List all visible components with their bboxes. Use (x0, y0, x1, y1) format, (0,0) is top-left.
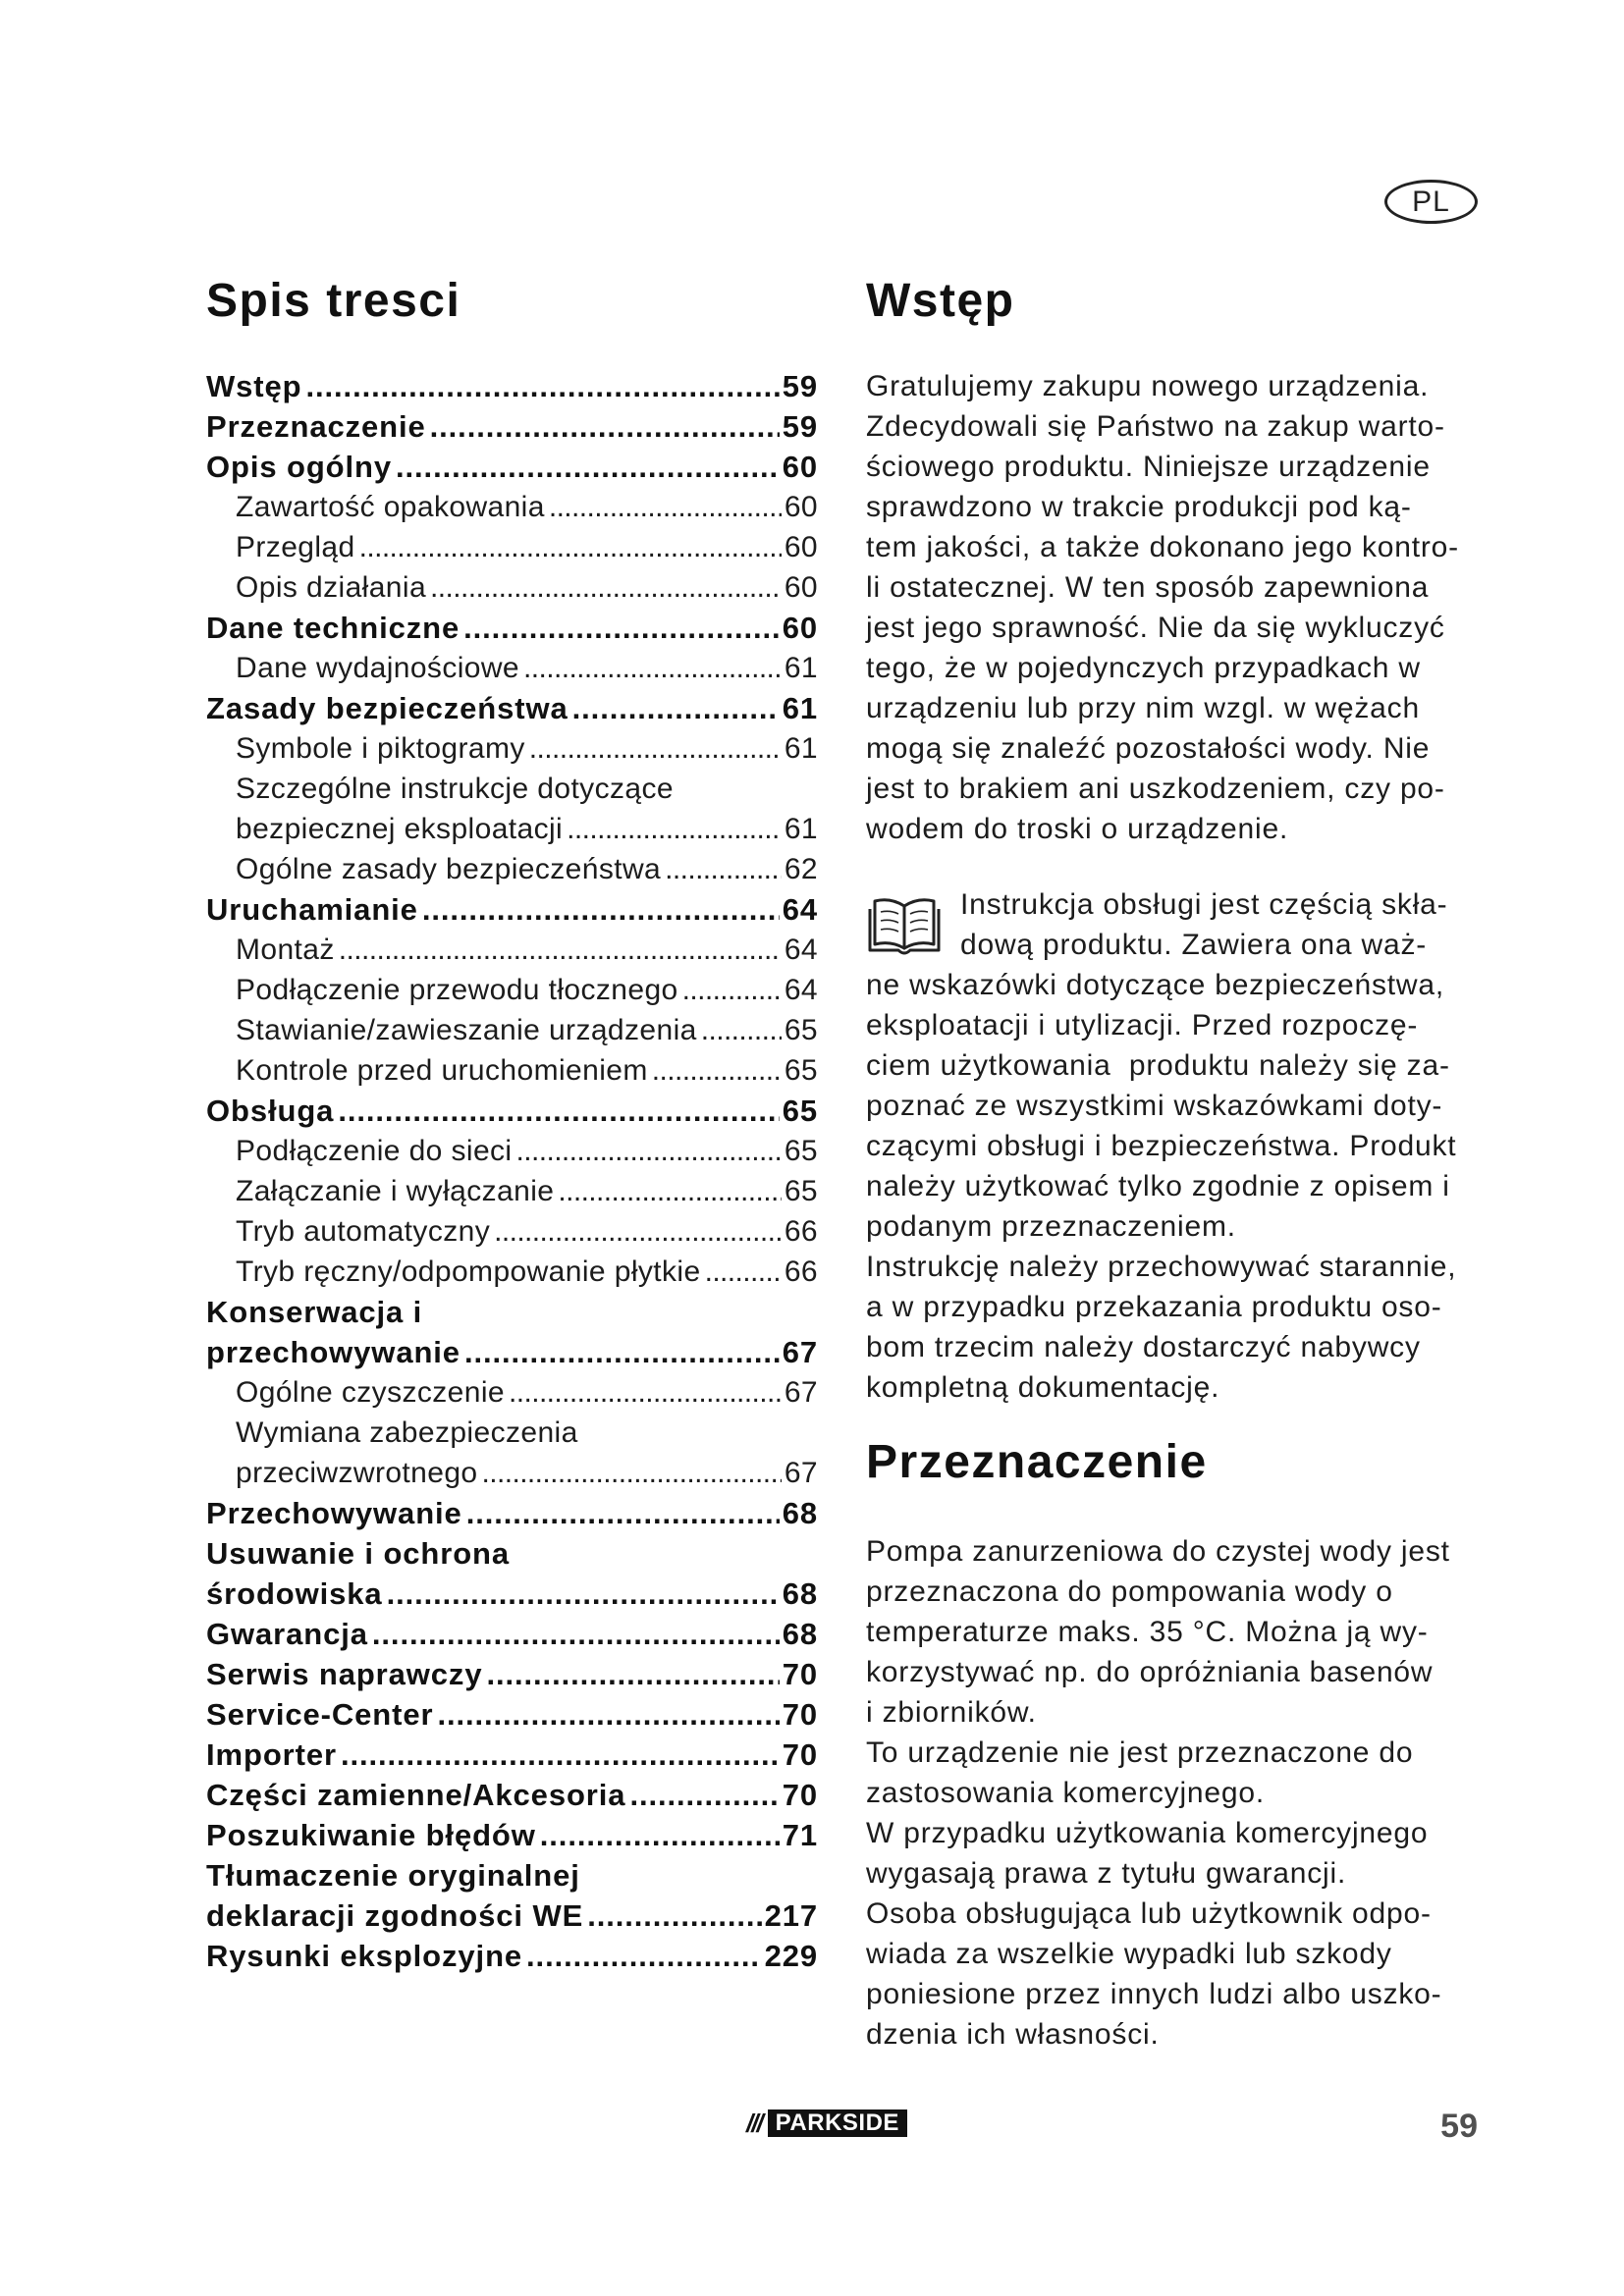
text-line: poniesione przez innych ludzi albo uszko- (866, 1978, 1442, 2010)
text-line: To urządzenie nie jest przeznaczone do (866, 1736, 1414, 1769)
toc-entry-label: Części zamienne/Akcesoria (206, 1778, 626, 1812)
toc-entry-page: 65 (784, 1054, 818, 1087)
toc-entry-page: 71 (782, 1818, 818, 1852)
toc-subentry (206, 1453, 818, 1493)
toc-leader-dots (396, 447, 780, 487)
toc-leader-dots (359, 527, 782, 567)
toc-subentry (206, 1211, 818, 1252)
text-line: kompletną dokumentację. (866, 1371, 1220, 1404)
toc-entry-page: 70 (782, 1778, 818, 1812)
toc-subentry (206, 648, 818, 688)
text-line: wiada za wszelkie wypadki lub szkody (866, 1938, 1392, 1970)
text-line: należy użytkować tylko zgodnie z opisem i (866, 1170, 1450, 1202)
toc-leader-dots (629, 1775, 779, 1815)
toc-entry-label: Poszukiwanie błędów (206, 1818, 536, 1852)
toc-entry-page: 60 (782, 450, 818, 484)
toc-leader-dots (529, 728, 782, 769)
text-line: sprawdzono w trakcie produkcji pod ką- (866, 491, 1412, 523)
toc-entry-page: 61 (784, 652, 818, 684)
toc-leader-dots (540, 1815, 780, 1855)
toc-entry (206, 1896, 818, 1936)
toc-leader-dots (494, 1211, 782, 1252)
toc-subentry (206, 527, 818, 567)
toc-leader-dots (567, 809, 782, 849)
text-line: eksploatacji i utylizacji. Przed rozpoczę- (866, 1009, 1419, 1041)
toc-entry-page: 61 (784, 813, 818, 845)
toc-entry-label: Zasady bezpieczeństwa (206, 691, 568, 725)
toc-entry-label: Serwis naprawczy (206, 1657, 483, 1691)
toc-entry (206, 1654, 818, 1694)
toc-entry-label: przeciwzwrotnego (236, 1457, 478, 1489)
toc-entry-page: 70 (782, 1697, 818, 1732)
toc-entry-page: 70 (782, 1657, 818, 1691)
toc-subentry (206, 1372, 818, 1413)
toc-entry-label: Tryb automatyczny (236, 1215, 491, 1248)
toc-entry-label: Załączanie i wyłączanie (236, 1175, 555, 1207)
brand-logo-wordmark: PARKSIDE (768, 2109, 907, 2137)
toc-entry-page: 64 (784, 934, 818, 966)
text-line: mogą się znaleźć pozostałości wody. Nie (866, 732, 1431, 765)
toc-entry (206, 366, 818, 406)
toc-entry-page: 66 (784, 1215, 818, 1248)
toc-subentry (206, 970, 818, 1010)
toc-leader-dots (587, 1896, 761, 1936)
toc-entry-label: Wymiana zabezpieczenia (236, 1416, 578, 1449)
toc-leader-dots (387, 1574, 780, 1614)
toc-entry-page: 60 (782, 611, 818, 645)
toc-entry-label: Podłączenie przewodu tłocznego (236, 974, 678, 1006)
text-line: korzystywać np. do opróżniania basenów (866, 1656, 1434, 1688)
toc-entry-label: Usuwanie i ochrona (206, 1536, 511, 1571)
text-line: bom trzecim należy dostarczyć nabywcy (866, 1331, 1421, 1363)
toc-entry-label: Wstęp (206, 369, 302, 403)
toc-entry (206, 1091, 818, 1131)
text-line: przeznaczona do pompowania wody o (866, 1575, 1393, 1608)
toc-entry (206, 889, 818, 930)
intro-paragraph (866, 366, 1483, 849)
toc-leader-dots (338, 1091, 779, 1131)
toc-entry-page: 65 (784, 1135, 818, 1167)
toc-entry-label: bezpiecznej eksploatacji (236, 813, 564, 845)
toc-subentry-first-line (206, 1413, 818, 1453)
toc-entry (206, 1936, 818, 1976)
toc-subentry (206, 1131, 818, 1171)
language-badge: PL (1384, 180, 1478, 224)
toc-entry-label: Obsługa (206, 1094, 335, 1128)
toc-subentry (206, 1010, 818, 1050)
text-line: wygasają prawa z tytułu gwarancji. (866, 1857, 1347, 1890)
text-line: poznać ze wszystkimi wskazówkami doty- (866, 1090, 1443, 1122)
toc-leader-dots (430, 406, 780, 447)
text-line: tego, że w pojedynczych przypadkach w (866, 652, 1421, 684)
toc-entry-page: 59 (782, 369, 818, 403)
toc-entry (206, 1493, 818, 1533)
toc-subentry (206, 849, 818, 889)
text-line: i zbiorników. (866, 1696, 1037, 1729)
text-line: ne wskazówki dotyczące bezpieczeństwa, (866, 969, 1445, 1001)
toc-entry-label: Przechowywanie (206, 1496, 462, 1530)
toc-leader-dots (665, 849, 782, 889)
brand-logo-slashes: /// (746, 2109, 762, 2138)
toc-entry-label: Dane wydajnościowe (236, 652, 520, 684)
toc-entry-label: Dane techniczne (206, 611, 460, 645)
toc-entry (206, 447, 818, 487)
toc-leader-dots (701, 1010, 782, 1050)
toc-entry-label: Przeznaczenie (206, 409, 426, 444)
toc-subentry (206, 567, 818, 608)
toc-subentry (206, 728, 818, 769)
toc-entry (206, 1775, 818, 1815)
toc-entry-first-line (206, 1292, 818, 1332)
toc-entry-page: 62 (784, 853, 818, 885)
toc-leader-dots (549, 487, 782, 527)
toc-entry-page: 65 (782, 1094, 818, 1128)
toc-entry-label: przechowywanie (206, 1335, 460, 1369)
toc-subentry (206, 809, 818, 849)
manual-note (866, 884, 1483, 1408)
toc-leader-dots (516, 1131, 782, 1171)
text-line: Instrukcja obsługi jest częścią skła- (960, 888, 1448, 921)
text-line: jest jego sprawność. Nie da się wykluczyć (866, 612, 1445, 644)
toc-entry-page: 64 (782, 892, 818, 927)
toc-subentry (206, 930, 818, 970)
toc-subentry (206, 1171, 818, 1211)
text-line: ciem użytkowania produktu należy się za- (866, 1049, 1450, 1082)
toc-entry-label: Opis ogólny (206, 450, 393, 484)
toc-entry-label: Zawartość opakowania (236, 491, 545, 523)
toc-entry (206, 1735, 818, 1775)
text-line: Instrukcję należy przechowywać starannie, (866, 1251, 1457, 1283)
toc-leader-dots (682, 970, 782, 1010)
toc-entry-page: 61 (784, 732, 818, 765)
toc-entry (206, 688, 818, 728)
toc-entry (206, 1614, 818, 1654)
text-line: podanym przeznaczeniem. (866, 1210, 1236, 1243)
toc-leader-dots (652, 1050, 782, 1091)
text-line: li ostatecznej. W ten sposób zapewniona (866, 571, 1430, 604)
toc-entry (206, 608, 818, 648)
toc-entry-label: Ogólne czyszczenie (236, 1376, 505, 1409)
text-line: temperaturze maks. 35 °C. Można ją wy- (866, 1616, 1429, 1648)
toc-entry-page: 68 (782, 1496, 818, 1530)
toc-entry-page: 217 (764, 1898, 818, 1933)
text-line: wodem do troski o urządzenie. (866, 813, 1289, 845)
toc-entry-label: Uruchamianie (206, 892, 418, 927)
text-line: W przypadku użytkowania komercyjnego (866, 1817, 1429, 1849)
toc-entry (206, 406, 818, 447)
text-line: tem jakości, a także dokonano jego kontro- (866, 531, 1459, 563)
text-line: czącymi obsługi i bezpieczeństwa. Produkt (866, 1130, 1457, 1162)
toc-entry-label: Podłączenie do sieci (236, 1135, 513, 1167)
text-line: dzenia ich własności. (866, 2018, 1160, 2051)
table-of-contents (206, 366, 818, 1976)
toc-entry-label: Rysunki eksplozyjne (206, 1939, 523, 1973)
toc-leader-dots (482, 1453, 782, 1493)
toc-entry-label: Opis działania (236, 571, 427, 604)
toc-entry-page: 65 (784, 1014, 818, 1046)
toc-entry-page: 64 (784, 974, 818, 1006)
toc-entry-page: 61 (782, 691, 818, 725)
toc-entry-page: 229 (764, 1939, 818, 1973)
toc-entry-label: Stawianie/zawieszanie urządzenia (236, 1014, 697, 1046)
page-number: 59 (1440, 2108, 1478, 2145)
toc-entry-label: Tryb ręczny/odpompowanie płytkie (236, 1255, 701, 1288)
toc-leader-dots (705, 1252, 782, 1292)
toc-leader-dots (526, 1936, 762, 1976)
text-line: Pompa zanurzeniowa do czystej wody jest (866, 1535, 1450, 1568)
toc-entry-page: 67 (782, 1335, 818, 1369)
toc-leader-dots (486, 1654, 779, 1694)
toc-leader-dots (372, 1614, 780, 1654)
toc-leader-dots (306, 366, 780, 406)
toc-entry-page: 65 (784, 1175, 818, 1207)
purpose-paragraph (866, 1531, 1483, 2055)
text-line: urządzeniu lub przy nim wzgl. w wężach (866, 692, 1420, 724)
toc-subentry (206, 1252, 818, 1292)
toc-entry (206, 1332, 818, 1372)
toc-entry-page: 66 (784, 1255, 818, 1288)
toc-entry-page: 70 (782, 1737, 818, 1772)
brand-logo (746, 2109, 907, 2137)
text-line: Zdecydowali się Państwo na zakup warto- (866, 410, 1445, 443)
toc-entry-label: Szczególne instrukcje dotyczące (236, 773, 674, 805)
toc-entry-page: 67 (784, 1457, 818, 1489)
text-line: jest to brakiem ani uszkodzeniem, czy po- (866, 773, 1445, 805)
toc-entry-label: środowiska (206, 1576, 383, 1611)
toc-entry-first-line (206, 1855, 818, 1896)
toc-entry-first-line (206, 1533, 818, 1574)
toc-subentry (206, 487, 818, 527)
toc-entry-label: Konserwacja i (206, 1295, 423, 1329)
toc-entry-label: Service-Center (206, 1697, 434, 1732)
toc-entry-page: 59 (782, 409, 818, 444)
toc-entry-page: 60 (784, 531, 818, 563)
toc-entry-page: 68 (782, 1617, 818, 1651)
toc-entry-page: 68 (782, 1576, 818, 1611)
toc-leader-dots (558, 1171, 781, 1211)
toc-entry-label: Kontrole przed uruchomieniem (236, 1054, 648, 1087)
toc-entry-label: deklaracji zgodności WE (206, 1898, 584, 1933)
toc-entry-label: Symbole i piktogramy (236, 732, 525, 765)
toc-entry (206, 1574, 818, 1614)
toc-leader-dots (464, 1332, 780, 1372)
text-line: Osoba obsługująca lub użytkownik odpo- (866, 1897, 1432, 1930)
purpose-heading: Przeznaczenie (866, 1436, 1208, 1488)
toc-entry-label: Tłumaczenie oryginalnej (206, 1858, 580, 1893)
toc-leader-dots (341, 1735, 780, 1775)
toc-entry-label: Gwarancja (206, 1617, 368, 1651)
text-line: ściowego produktu. Niniejsze urządzenie (866, 451, 1431, 483)
toc-leader-dots (437, 1694, 779, 1735)
toc-leader-dots (430, 567, 782, 608)
text-line: a w przypadku przekazania produktu oso- (866, 1291, 1442, 1323)
text-line: zastosowania komercyjnego. (866, 1777, 1265, 1809)
toc-leader-dots (523, 648, 782, 688)
toc-leader-dots (422, 889, 780, 930)
toc-entry-label: Przegląd (236, 531, 355, 563)
toc-leader-dots (339, 930, 782, 970)
toc-entry-label: Ogólne zasady bezpieczeństwa (236, 853, 662, 885)
text-line: dową produktu. Zawiera ona waż- (960, 929, 1428, 961)
toc-subentry-first-line (206, 769, 818, 809)
toc-entry-page: 60 (784, 491, 818, 523)
toc-entry-label: Montaż (236, 934, 335, 966)
toc-entry-page: 60 (784, 571, 818, 604)
text-line: Gratulujemy zakupu nowego urządzenia. (866, 370, 1430, 402)
toc-entry-page: 67 (784, 1376, 818, 1409)
toc-leader-dots (509, 1372, 782, 1413)
toc-entry (206, 1815, 818, 1855)
toc-leader-dots (572, 688, 780, 728)
toc-leader-dots (463, 608, 780, 648)
toc-leader-dots (466, 1493, 780, 1533)
intro-heading: Wstęp (866, 275, 1015, 327)
toc-subentry (206, 1050, 818, 1091)
toc-title: Spis tresci (206, 275, 461, 327)
toc-entry (206, 1694, 818, 1735)
toc-entry-label: Importer (206, 1737, 337, 1772)
